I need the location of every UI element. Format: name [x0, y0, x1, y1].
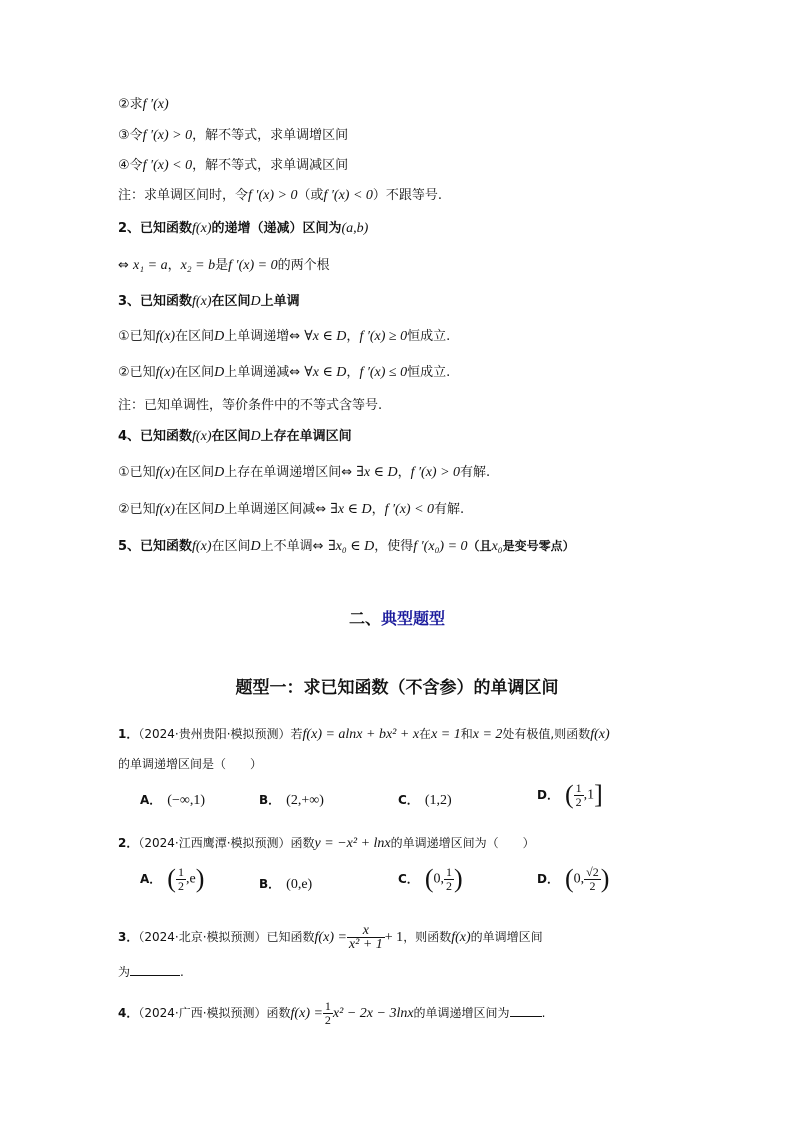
math-expression: ∃x ∈ D	[330, 502, 372, 517]
text: ，则函数	[403, 930, 452, 944]
denominator: x² + 1	[348, 937, 383, 952]
text: 恒成立.	[407, 365, 451, 380]
text: 上单调递减⇔	[224, 365, 301, 380]
heading-text: 2、已知函数	[118, 221, 193, 236]
math-expression: x₂ = b	[180, 258, 216, 273]
note-text-3: ）不跟等号.	[372, 188, 443, 203]
option-label: A．	[140, 793, 162, 807]
math-expression: ∃x ∈ D	[356, 465, 398, 480]
math-expression: ∀x ∈ D	[304, 365, 347, 380]
separator: ，	[346, 365, 360, 380]
step-2-text: ②求	[118, 97, 143, 112]
fraction	[444, 866, 454, 893]
paren-close: )	[600, 864, 610, 893]
text: 处有极值,则函数	[502, 727, 591, 741]
text: 是	[215, 258, 229, 273]
question-source: （2024·广西·模拟预测）	[138, 1006, 267, 1020]
point-4-item-1	[118, 464, 490, 482]
denominator: 2	[445, 878, 452, 893]
text: 上单调递区间减⇔	[224, 502, 327, 517]
note-text: 注：已知单调性，等价条件中的不等式含等号.	[118, 398, 383, 413]
fraction	[176, 866, 186, 893]
math-expression: D	[214, 329, 225, 344]
math-expression: f ′(x₀) = 0	[413, 539, 468, 554]
text: 为	[118, 965, 131, 979]
text: 在区间	[175, 365, 215, 380]
section-title: 典型题型	[381, 609, 446, 628]
option-label: B．	[259, 877, 281, 891]
math-expression: D	[250, 429, 261, 444]
paren-open: (	[564, 780, 574, 809]
math-expression: ∃x₀ ∈ D	[328, 539, 375, 554]
math-expression: x₀	[491, 539, 503, 554]
math-expression: f(x)	[192, 221, 212, 236]
step-3-text-2: ，解不等式，求单调增区间	[192, 128, 349, 143]
text: 恒成立.	[407, 329, 451, 344]
heading-text: 4、已知函数	[118, 429, 193, 444]
math-expression: f(x)	[192, 539, 212, 554]
point-3-heading	[118, 293, 300, 311]
answer-blank[interactable]	[510, 1004, 542, 1017]
math-expression: D	[214, 465, 225, 480]
numerator: 1	[445, 864, 452, 879]
heading-text-2: 在区间	[211, 294, 251, 309]
note-text-2: （或	[297, 188, 324, 203]
numerator: 1	[177, 864, 184, 879]
option-label: A．	[140, 871, 162, 886]
type-1-title: 题型一：求已知函数（不含参）的单调区间	[235, 678, 559, 698]
math-expression: f(x)	[155, 465, 176, 480]
paren-close: )	[453, 864, 463, 893]
text: 上存在单调递增区间⇔	[224, 465, 353, 480]
text: 若	[290, 727, 303, 741]
math-expression: D	[250, 294, 261, 309]
math-expression: f(x)	[155, 365, 176, 380]
q2-option-a[interactable]	[140, 864, 204, 894]
text: 在区间	[175, 465, 215, 480]
denominator: 2	[324, 1013, 331, 1027]
math-expression: f(x)	[155, 502, 176, 517]
point-2-heading	[118, 220, 368, 238]
option-label: C．	[398, 871, 419, 886]
text: ，使得	[374, 539, 414, 554]
math-expression: x = 1	[431, 727, 461, 742]
question-number: 1．	[118, 727, 139, 741]
heading-text-3: 上单调	[260, 294, 300, 309]
text: 的单调递增区间为	[413, 1006, 510, 1020]
math-expression: f(x)	[590, 727, 610, 742]
text: 在区间	[175, 329, 215, 344]
text: 在区间	[175, 502, 215, 517]
question-1-line-2: 的单调递增区间是（ ）	[118, 757, 263, 771]
q1-option-a[interactable]	[140, 791, 205, 809]
question-4	[118, 1000, 545, 1027]
paren-close: )	[195, 864, 205, 893]
math-expression: ∀x ∈ D	[304, 329, 347, 344]
separator: ，	[397, 465, 411, 480]
answer-blank[interactable]	[130, 963, 180, 976]
paren-open: (	[167, 864, 176, 893]
option-value: ,1	[583, 787, 595, 803]
text: 是变号零点）	[502, 539, 575, 553]
text: ①已知	[118, 329, 156, 344]
math-expression: f(x) = alnx + bx² + x	[302, 727, 420, 742]
option-value: (2,+∞)	[286, 793, 324, 808]
math-expression: f(x)	[451, 930, 471, 945]
question-1	[118, 725, 610, 744]
text: 有解.	[434, 502, 465, 517]
math-expression: f(x) =	[290, 1006, 323, 1021]
fraction	[574, 782, 584, 809]
text: 的单调递增区间为（ ）	[390, 836, 535, 850]
math-expression: f ′(x) > 0	[248, 188, 298, 203]
q2-option-c[interactable]	[398, 864, 463, 894]
text: 的单调增区间	[470, 930, 543, 944]
numerator: 1	[575, 780, 582, 795]
point-3-note	[118, 397, 382, 415]
section-heading	[0, 606, 794, 629]
math-expression: f(x) =	[314, 930, 347, 945]
math-expression: f(x)	[155, 329, 176, 344]
fraction	[584, 866, 601, 893]
math-expression: x = 2	[472, 727, 503, 742]
text: 5、已知函数	[118, 539, 193, 554]
text: 已知函数	[266, 930, 315, 944]
fraction	[323, 1000, 333, 1027]
separator: ，	[167, 258, 181, 273]
text: 有解.	[460, 465, 491, 480]
option-label: B．	[259, 793, 281, 807]
iff-symbol: ⇔	[118, 258, 129, 273]
section-number: 二、	[348, 609, 381, 628]
option-value: (1,2)	[424, 793, 452, 808]
paren-open: (	[424, 864, 434, 893]
math-expression: f ′(x) > 0	[142, 128, 193, 143]
math-expression: f ′(x) > 0	[410, 465, 461, 480]
text: 在区间	[211, 539, 251, 554]
text: .	[541, 1006, 546, 1020]
question-2	[118, 834, 535, 853]
option-value: 0,	[573, 871, 585, 887]
option-label: D．	[537, 871, 559, 886]
point-4-item-2	[118, 501, 464, 519]
text: 函数	[266, 1006, 291, 1020]
numerator: 1	[324, 999, 331, 1013]
text: 上不单调⇔	[260, 539, 324, 554]
point-2-line	[118, 257, 330, 275]
math-expression: (a,b)	[341, 221, 369, 236]
heading-text-2: 的递增（递减）区间为	[211, 221, 342, 236]
step-2	[118, 96, 169, 114]
option-value: (0,e)	[286, 877, 313, 892]
q1-option-b[interactable]	[259, 791, 324, 809]
fraction	[347, 924, 385, 951]
math-expression: f ′(x) < 0	[142, 158, 193, 173]
text: ②已知	[118, 365, 156, 380]
heading-text: 3、已知函数	[118, 294, 193, 309]
step-3-text: ③令	[118, 128, 143, 143]
text: 的两个根	[277, 258, 330, 273]
option-value: 0,	[433, 871, 444, 887]
question-number: 4．	[118, 1006, 139, 1020]
math-expression: y = −x² + lnx	[314, 836, 391, 851]
denominator: 2	[589, 878, 596, 893]
question-source: （2024·贵州贵阳·模拟预测）	[138, 727, 291, 741]
text: .	[180, 965, 184, 979]
math-expression: x₁ = a	[133, 258, 168, 273]
math-expression: f ′(x) ≤ 0	[359, 365, 408, 380]
text: ①已知	[118, 465, 156, 480]
note-1	[118, 187, 442, 205]
text: 上单调递增⇔	[224, 329, 301, 344]
heading-text-3: 上存在单调区间	[260, 429, 352, 444]
question-source: （2024·北京·模拟预测）	[138, 930, 267, 944]
math-expression: D	[214, 365, 225, 380]
numerator: x	[347, 924, 385, 938]
text: ②已知	[118, 502, 156, 517]
step-4-text-2: ，解不等式，求单调减区间	[192, 158, 349, 173]
math-expression: f ′(x) ≥ 0	[359, 329, 408, 344]
math-expression: + 1	[384, 930, 404, 945]
point-3-item-1	[118, 328, 450, 346]
math-expression: f ′(x) = 0	[228, 258, 278, 273]
option-label: D．	[537, 787, 559, 802]
q2-option-b[interactable]	[259, 875, 312, 893]
math-expression: f(x)	[192, 294, 212, 309]
heading-text-2: 在区间	[211, 429, 251, 444]
math-expression: f ′(x) < 0	[323, 188, 373, 203]
option-label: C．	[398, 793, 419, 807]
note-text: 注：求单调区间时，令	[118, 188, 249, 203]
math-expression: x² − 2x − 3lnx	[332, 1006, 414, 1021]
separator: ，	[371, 502, 385, 517]
separator: ，	[346, 329, 360, 344]
text: （且	[467, 539, 492, 553]
math-expression: f ′(x)	[142, 97, 169, 112]
math-expression: f(x)	[192, 429, 212, 444]
math-expression: D	[250, 539, 261, 554]
math-expression: f ′(x) < 0	[384, 502, 435, 517]
option-value: ,e	[185, 871, 196, 887]
denominator: 2	[177, 878, 184, 893]
question-number: 2．	[118, 836, 139, 850]
text: 和	[460, 727, 473, 741]
q1-option-d[interactable]	[537, 780, 603, 810]
step-4	[118, 157, 348, 175]
point-3-item-2	[118, 364, 450, 382]
step-4-text: ④令	[118, 158, 143, 173]
step-3	[118, 127, 348, 145]
q1-option-c[interactable]	[398, 791, 452, 809]
question-number: 3．	[118, 930, 139, 944]
question-source: （2024·江西鹰潭·模拟预测）	[138, 836, 291, 850]
point-4-heading	[118, 428, 352, 446]
text: 在	[419, 727, 432, 741]
text: 函数	[290, 836, 315, 850]
question-3	[118, 924, 543, 951]
point-5	[118, 537, 575, 556]
math-expression: D	[214, 502, 225, 517]
paren-open: (	[564, 864, 574, 893]
q2-option-d[interactable]	[537, 864, 609, 894]
numerator: √2	[586, 864, 599, 879]
bracket-close: ]	[594, 780, 603, 809]
denominator: 2	[575, 794, 582, 809]
option-value: (−∞,1)	[167, 793, 205, 808]
question-3-line-2	[118, 963, 184, 981]
